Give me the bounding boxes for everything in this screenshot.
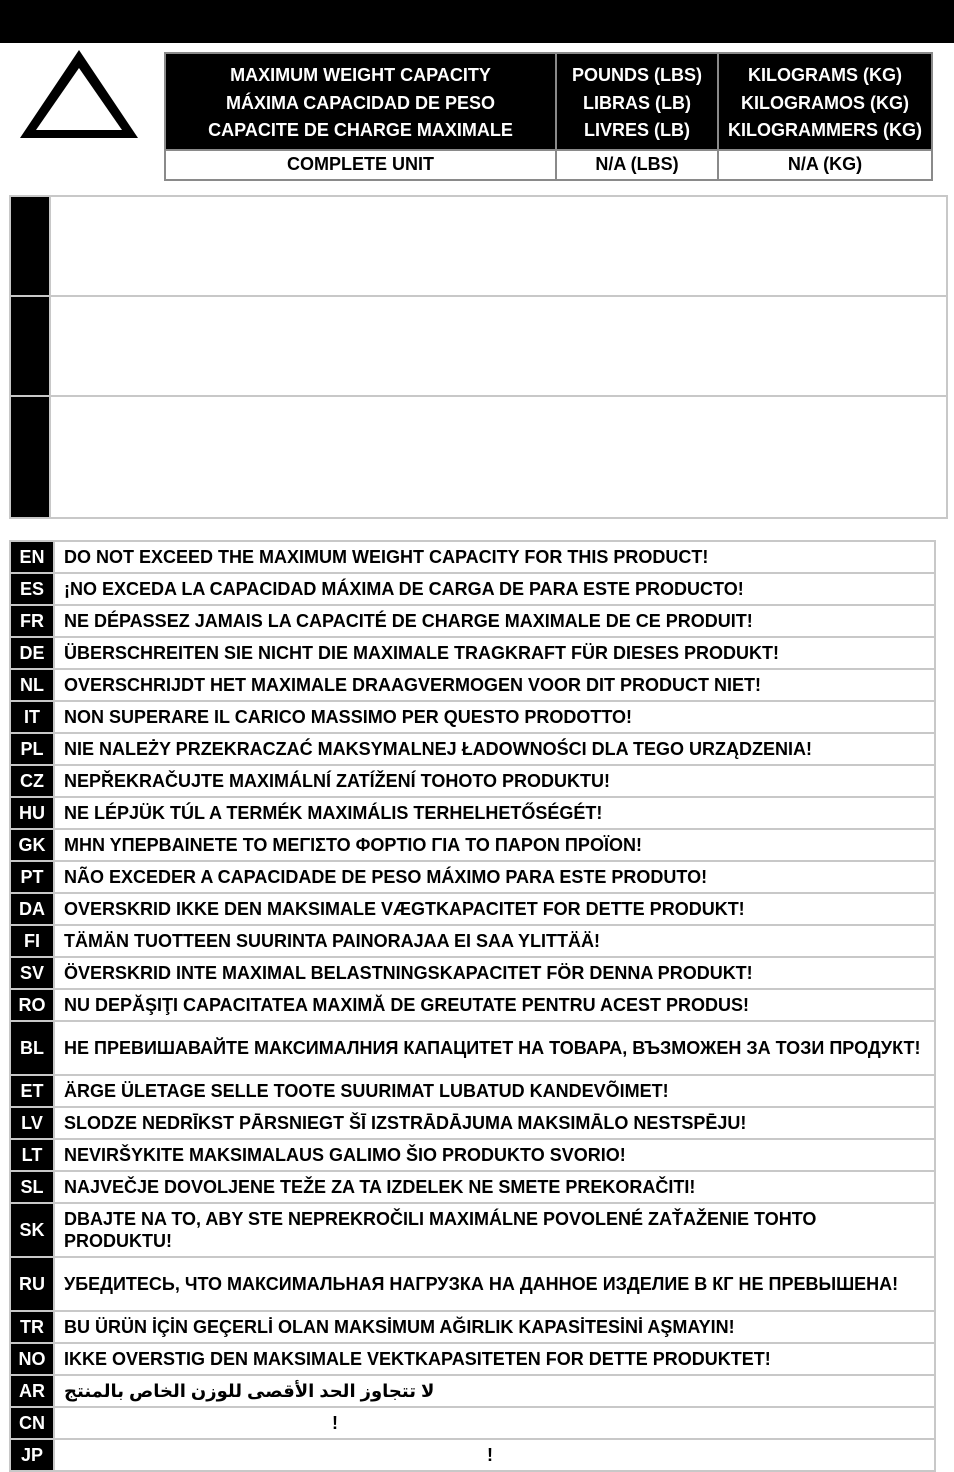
language-row-lv bbox=[10, 1107, 935, 1139]
language-row-no bbox=[10, 1343, 935, 1375]
language-row-en bbox=[10, 541, 935, 573]
warning-text: NON SUPERARE IL CARICO MASSIMO PER QUESTO PRODOTTO! bbox=[54, 701, 935, 733]
warning-text: ΜΗΝ ΥΠΕΡΒΑΙΝΕΤΕ ΤΟ ΜΕΓΙΣΤΟ ΦΟΡΤΙΟ ΓΙΑ ΤΟ ΠΑΡΟΝ ΠΡΟΪΟΝ! bbox=[54, 829, 935, 861]
language-code: PT bbox=[10, 861, 54, 893]
info-block-tab bbox=[11, 297, 51, 395]
warning-text-arabic: لا تتجاوز الحد الأقصى للوزن الخاص بالمنتج bbox=[64, 1381, 435, 1401]
info-block-content bbox=[51, 197, 946, 295]
info-block-2 bbox=[11, 297, 946, 397]
language-code: FI bbox=[10, 925, 54, 957]
pounds-header-es: LIBRAS (LB) bbox=[583, 92, 691, 113]
weight-capacity-table bbox=[164, 52, 933, 181]
language-code: ES bbox=[10, 573, 54, 605]
blank-info-blocks bbox=[9, 195, 948, 519]
language-code: JP bbox=[10, 1439, 54, 1471]
language-code: ET bbox=[10, 1075, 54, 1107]
warning-text: NEVIRŠYKITE MAKSIMALAUS GALIMO ŠIO PRODUKTO SVORIO! bbox=[54, 1139, 935, 1171]
language-row-sv bbox=[10, 957, 935, 989]
language-code: RO bbox=[10, 989, 54, 1021]
language-code: PL bbox=[10, 733, 54, 765]
language-row-da bbox=[10, 893, 935, 925]
warning-triangle-icon bbox=[16, 46, 142, 142]
language-code: IT bbox=[10, 701, 54, 733]
language-code: HU bbox=[10, 797, 54, 829]
language-code: CN bbox=[10, 1407, 54, 1439]
language-row-lt bbox=[10, 1139, 935, 1171]
warning-text: ÖVERSKRID INTE MAXIMAL BELASTNINGSKAPACITET FÖR DENNA PRODUKT! bbox=[54, 957, 935, 989]
language-row-pt bbox=[10, 861, 935, 893]
language-code: NO bbox=[10, 1343, 54, 1375]
top-black-bar bbox=[0, 0, 954, 43]
warning-text: NIE NALEŻY PRZEKRACZAĆ MAKSYMALNEJ ŁADOWNOŚCI DLA TEGO URZĄDZENIA! bbox=[54, 733, 935, 765]
language-code: LT bbox=[10, 1139, 54, 1171]
language-code: BL bbox=[10, 1021, 54, 1075]
language-row-pl bbox=[10, 733, 935, 765]
language-row-ro bbox=[10, 989, 935, 1021]
language-code: SV bbox=[10, 957, 54, 989]
capacity-description-header bbox=[165, 53, 556, 150]
warning-text: TÄMÄN TUOTTEEN SUURINTA PAINORAJAA EI SAA YLITTÄÄ! bbox=[54, 925, 935, 957]
language-code: NL bbox=[10, 669, 54, 701]
kilograms-header-fr: KILOGRAMMERS (KG) bbox=[728, 120, 922, 140]
kilograms-header-es: KILOGRAMOS (KG) bbox=[741, 92, 909, 113]
language-row-tr bbox=[10, 1311, 935, 1343]
kilograms-value: N/A (KG) bbox=[718, 150, 932, 180]
language-code: RU bbox=[10, 1257, 54, 1311]
info-block-1 bbox=[11, 197, 946, 297]
language-code: LV bbox=[10, 1107, 54, 1139]
language-row-cn bbox=[10, 1407, 935, 1439]
language-row-sl bbox=[10, 1171, 935, 1203]
language-code: EN bbox=[10, 541, 54, 573]
language-row-it bbox=[10, 701, 935, 733]
language-row-fi bbox=[10, 925, 935, 957]
warning-text: NE LÉPJÜK TÚL A TERMÉK MAXIMÁLIS TERHELHETŐSÉGÉT! bbox=[54, 797, 935, 829]
language-code: SK bbox=[10, 1203, 54, 1257]
language-row-sk bbox=[10, 1203, 935, 1257]
header-line-en: MAXIMUM WEIGHT CAPACITY bbox=[230, 65, 491, 85]
language-row-de bbox=[10, 637, 935, 669]
language-row-es bbox=[10, 573, 935, 605]
language-code: SL bbox=[10, 1171, 54, 1203]
warning-text: ÄRGE ÜLETAGE SELLE TOOTE SUURIMAT LUBATUD KANDEVÕIMET! bbox=[54, 1075, 935, 1107]
info-block-tab bbox=[11, 197, 51, 295]
language-row-ar bbox=[10, 1375, 935, 1407]
warning-text: NE DÉPASSEZ JAMAIS LA CAPACITÉ DE CHARGE MAXIMALE DE CE PRODUIT! bbox=[54, 605, 935, 637]
info-block-3 bbox=[11, 397, 946, 517]
language-code: TR bbox=[10, 1311, 54, 1343]
language-code: DE bbox=[10, 637, 54, 669]
language-row-cz bbox=[10, 765, 935, 797]
warning-text: OVERSKRID IKKE DEN MAKSIMALE VÆGTKAPACITET FOR DETTE PRODUKT! bbox=[54, 893, 935, 925]
warning-text: DBAJTE NA TO, ABY STE NEPREKROČILI MAXIMÁLNE POVOLENÉ ZAŤAŽENIE TOHTO PRODUKTU! bbox=[54, 1203, 935, 1257]
header-line-fr: CAPACITE DE CHARGE MAXIMALE bbox=[208, 120, 513, 140]
kilograms-header bbox=[718, 53, 932, 150]
language-code: GK bbox=[10, 829, 54, 861]
warning-text: BU ÜRÜN İÇİN GEÇERLİ OLAN MAKSİMUM AĞIRLIK KAPASİTESİNİ AŞMAYIN! bbox=[54, 1311, 935, 1343]
language-row-hu bbox=[10, 797, 935, 829]
language-row-et bbox=[10, 1075, 935, 1107]
warning-text: NÃO EXCEDER A CAPACIDADE DE PESO MÁXIMO PARA ESTE PRODUTO! bbox=[54, 861, 935, 893]
language-code: AR bbox=[10, 1375, 54, 1407]
kilograms-header-en: KILOGRAMS (KG) bbox=[748, 65, 902, 85]
pounds-value: N/A (LBS) bbox=[556, 150, 718, 180]
warning-text: SLODZE NEDRĪKST PĀRSNIEGT ŠĪ IZSTRĀDĀJUMA MAKSIMĀLO NESTSPĒJU! bbox=[54, 1107, 935, 1139]
language-code: CZ bbox=[10, 765, 54, 797]
language-row-bl bbox=[10, 1021, 935, 1075]
warning-text: ! bbox=[54, 1439, 935, 1471]
language-row-nl bbox=[10, 669, 935, 701]
info-block-content bbox=[51, 397, 946, 517]
info-block-content bbox=[51, 297, 946, 395]
warning-text: IKKE OVERSTIG DEN MAKSIMALE VEKTKAPASITETEN FOR DETTE PRODUKTET! bbox=[54, 1343, 935, 1375]
language-warning-table bbox=[9, 540, 936, 1472]
language-row-fr bbox=[10, 605, 935, 637]
complete-unit-label: COMPLETE UNIT bbox=[165, 150, 556, 180]
warning-text: НЕ ПРЕВИШАВАЙТЕ МАКСИМАЛНИЯ КАПАЦИТЕТ НА ТОВАРА, ВЪЗМОЖЕН ЗА ТОЗИ ПРОДУКТ! bbox=[54, 1021, 935, 1075]
language-row-jp bbox=[10, 1439, 935, 1471]
warning-text: ! bbox=[54, 1407, 935, 1439]
language-row-gk bbox=[10, 829, 935, 861]
warning-text: ÜBERSCHREITEN SIE NICHT DIE MAXIMALE TRAGKRAFT FÜR DIESES PRODUKT! bbox=[54, 637, 935, 669]
pounds-header bbox=[556, 53, 718, 150]
warning-text: NEPŘEKRAČUJTE MAXIMÁLNÍ ZATÍŽENÍ TOHOTO PRODUKTU! bbox=[54, 765, 935, 797]
pounds-header-en: POUNDS (LBS) bbox=[572, 65, 702, 85]
capacity-data-row bbox=[165, 150, 932, 180]
warning-text bbox=[54, 1375, 935, 1407]
warning-text: NU DEPĂŞIŢI CAPACITATEA MAXIMĂ DE GREUTATE PENTRU ACEST PRODUS! bbox=[54, 989, 935, 1021]
language-code: DA bbox=[10, 893, 54, 925]
warning-text: NAJVEČJE DOVOLJENE TEŽE ZA TA IZDELEK NE SMETE PREKORAČITI! bbox=[54, 1171, 935, 1203]
capacity-header-row bbox=[165, 53, 932, 150]
warning-text: УБЕДИТЕСЬ, ЧТО МАКСИМАЛЬНАЯ НАГРУЗКА НА ДАННОЕ ИЗДЕЛИЕ В КГ НЕ ПРЕВЫШЕНА! bbox=[54, 1257, 935, 1311]
info-block-tab bbox=[11, 397, 51, 517]
header-line-es: MÁXIMA CAPACIDAD DE PESO bbox=[225, 92, 495, 113]
warning-text: ¡NO EXCEDA LA CAPACIDAD MÁXIMA DE CARGA DE PARA ESTE PRODUCTO! bbox=[54, 573, 935, 605]
warning-text: DO NOT EXCEED THE MAXIMUM WEIGHT CAPACITY FOR THIS PRODUCT! bbox=[54, 541, 935, 573]
warning-text: OVERSCHRIJDT HET MAXIMALE DRAAGVERMOGEN VOOR DIT PRODUCT NIET! bbox=[54, 669, 935, 701]
pounds-header-fr: LIVRES (LB) bbox=[584, 120, 690, 140]
language-code: FR bbox=[10, 605, 54, 637]
language-row-ru bbox=[10, 1257, 935, 1311]
